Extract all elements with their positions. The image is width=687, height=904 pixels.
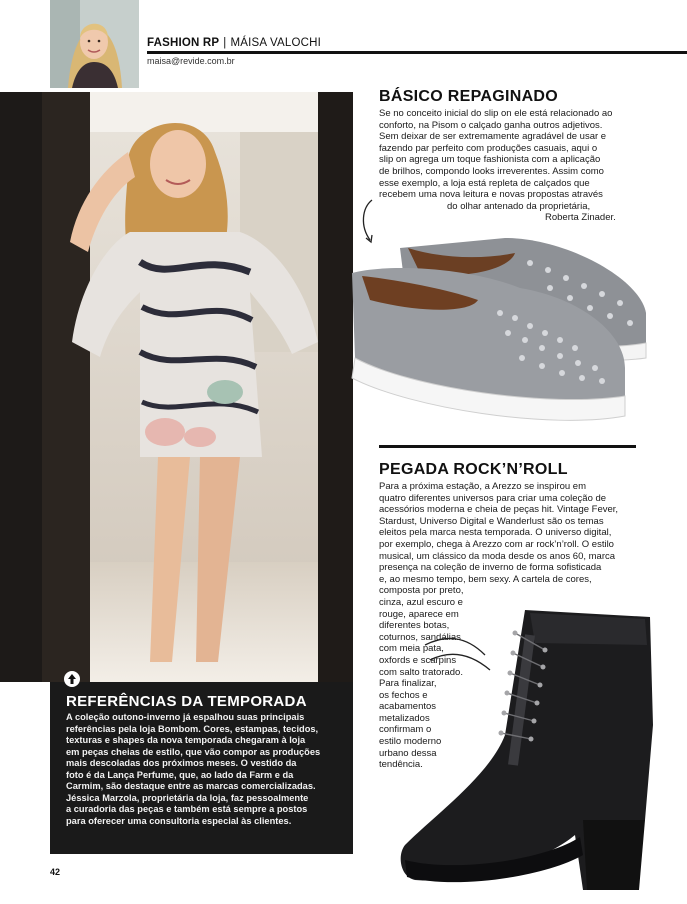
text-line: Para a próxima estação, a Arezzo se inspirou em (379, 481, 586, 492)
text-line: diferentes botas, (379, 620, 450, 632)
text-line: estilo moderno (379, 736, 442, 748)
page-number: 42 (50, 867, 61, 877)
store-photo (0, 92, 353, 682)
text-line: cinza, azul escuro e (379, 596, 463, 608)
text-line: para oferecer uma consultoria especial às clientes. (66, 815, 292, 826)
text-line: Roberta Zinader. (545, 212, 616, 224)
section-divider (379, 445, 636, 448)
author-name: MÁISA VALOCHI (230, 37, 322, 49)
text-line: metalizados (379, 712, 430, 724)
text-line: eleitos pela marca nesta temporada. O universo digital, (379, 527, 612, 539)
text-line: a curadoria das peças e também está sempre a postos (66, 804, 308, 814)
text-line: de brilhos, compondo looks irreverentes. Assim como (379, 165, 604, 177)
text-line: musical, um clássico da moda desde os anos 60, marca (379, 550, 616, 562)
text-line: coturnos, sandálias (379, 631, 461, 643)
text-line: do olhar antenado da proprietária, (447, 200, 591, 212)
author-email: maisa@revide.com.br (147, 56, 235, 66)
text-line: composta por preto, (379, 585, 464, 597)
lace-up-boot-image (395, 605, 665, 895)
text-line: conforto, na Pisom o calçado ganha outros adjetivos. (379, 119, 603, 131)
slip-on-shoes-image (350, 218, 650, 438)
column-name: FASHION RP (147, 37, 220, 49)
text-line: tendência. (379, 759, 423, 771)
references-text (66, 712, 339, 827)
text-line: Sem deixar de ser extremamente agradável de usar e (379, 131, 607, 143)
text-line: acabamentos (379, 701, 437, 713)
text-line: confirmam o (379, 724, 432, 736)
text-line: mais descoladas dos próximos meses. O vestido da (66, 758, 297, 768)
column-header (147, 37, 321, 49)
text-line: e, ao mesmo tempo, bem sexy. A cartela de cores, (379, 573, 592, 585)
references-title: REFERÊNCIAS DA TEMPORADA (66, 693, 307, 710)
section-title-basico: BÁSICO REPAGINADO (379, 88, 559, 105)
text-line: recebem uma nova leitura e novas propostas através (379, 189, 603, 201)
text-line: slip on agrega um toque fashionista com a aplicação (379, 154, 601, 166)
text-line: acessórios moderna e cheia de peças hit. Vintage Fever, (379, 504, 619, 516)
text-line: oxfords e scarpins (379, 654, 457, 666)
text-line: texturas e shapes da nova temporada chegaram à loja (66, 735, 306, 745)
text-line: por exemplo, chega à Arezzo com ar rock’n’roll. O estilo (379, 538, 614, 550)
text-line: fazendo par perfeito com produções casuais, aqui o (379, 142, 598, 154)
text-line: esse exemplo, a loja está repleta de calçados que (379, 177, 590, 189)
columnist-portrait (50, 0, 139, 88)
header-separator: | (223, 37, 227, 49)
text-line: Se no conceito inicial do slip on ele está relacionado ao (379, 108, 613, 119)
arrow-up-icon (64, 671, 80, 687)
text-line: urbano dessa (379, 747, 437, 759)
text-line: Para finalizar, (379, 678, 437, 690)
text-line: foto é da Lança Perfume, que, ao lado da Farm e da (66, 769, 294, 780)
text-line: os fechos e (379, 689, 428, 701)
text-line: Carmim, são destaque entre as marcas comercializadas. (66, 781, 316, 791)
text-line: Jéssica Marzola, proprietária da loja, faz pessoalmente (66, 792, 309, 803)
section-title-rock: PEGADA ROCK’N’ROLL (379, 461, 568, 478)
text-line: referências pela loja Bombom. Cores, estampas, tecidos, (66, 723, 319, 734)
text-line: rouge, aparece em (379, 608, 459, 620)
text-line: com meia pata, (379, 643, 444, 655)
text-line: com salto tratorado. (379, 666, 463, 678)
text-line: quatro diferentes universos para criar uma coleção de (379, 492, 607, 504)
header-rule (147, 51, 687, 54)
text-line: Stardust, Universo Digital e Wanderlust são os temas (379, 515, 604, 527)
section-text-basico (379, 108, 616, 224)
text-line: em peças cheias de estilo, que vão compor as produções (66, 746, 321, 757)
text-line: A coleção outono-inverno já espalhou suas principais (66, 712, 305, 722)
text-line: presença na coleção de inverno de forma sofisticada (379, 562, 602, 574)
references-box (50, 682, 353, 854)
